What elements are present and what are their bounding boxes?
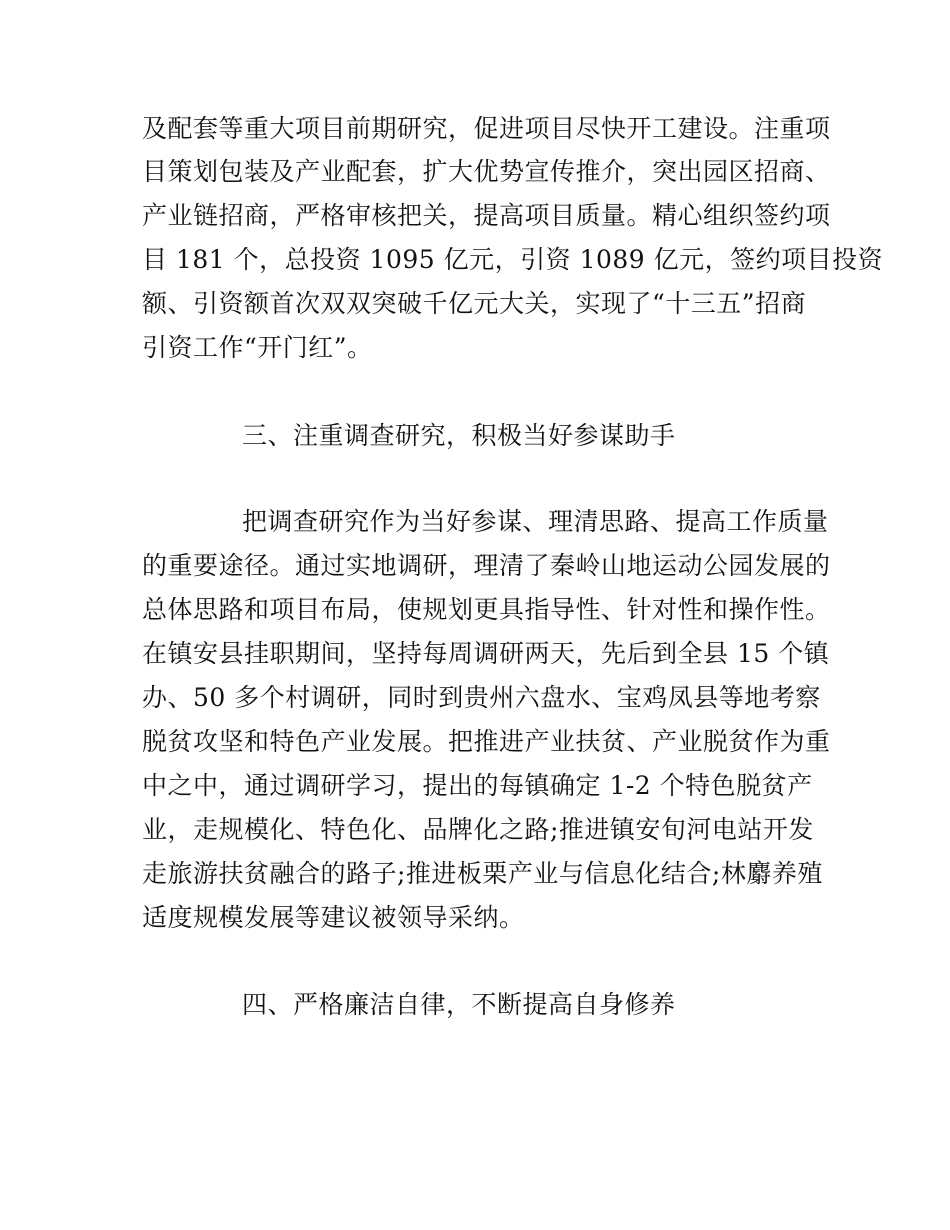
- paragraph-1-line-1: 及配套等重大项目前期研究，促进项目尽快开工建设。注重项: [142, 114, 831, 143]
- paragraph-2-line-9: 走旅游扶贫融合的路子;推进板栗产业与信息化结合;林麝养殖: [142, 859, 823, 888]
- paragraph-2-line-4: 在镇安县挂职期间，坚持每周调研两天，先后到全县 15 个镇: [142, 639, 830, 668]
- paragraph-2-line-3: 总体思路和项目布局，使规划更具指导性、针对性和操作性。: [142, 595, 831, 624]
- paragraph-1-line-4: 目 181 个，总投资 1095 亿元，引资 1089 亿元，签约项目投资: [142, 245, 884, 274]
- paragraph-1-line-3: 产业链招商，严格审核把关，提高项目质量。精心组织签约项: [142, 201, 831, 230]
- paragraph-1-line-2: 目策划包装及产业配套，扩大优势宣传推介，突出园区招商、: [142, 157, 831, 186]
- paragraph-2-line-6: 脱贫攻坚和特色产业发展。把推进产业扶贫、产业脱贫作为重: [142, 727, 831, 756]
- paragraph-1-line-5: 额、引资额首次双双突破千亿元大关，实现了“十三五”招商: [142, 289, 807, 318]
- paragraph-1-line-6: 引资工作“开门红”。: [142, 333, 373, 362]
- paragraph-2-line-7: 中之中，通过调研学习，提出的每镇确定 1-2 个特色脱贫产: [142, 771, 813, 800]
- paragraph-2-line-10: 适度规模发展等建议被领导采纳。: [142, 903, 525, 932]
- paragraph-2-line-5: 办、50 多个村调研，同时到贵州六盘水、宝鸡凤县等地考察: [142, 683, 821, 712]
- section-heading-3: 三、注重调查研究，积极当好参谋助手: [242, 421, 676, 450]
- paragraph-2-line-2: 的重要途径。通过实地调研，理清了秦岭山地运动公园发展的: [142, 551, 831, 580]
- paragraph-2-line-8: 业，走规模化、特色化、品牌化之路;推进镇安旬河电站开发: [142, 815, 814, 844]
- paragraph-2-line-1: 把调查研究作为当好参谋、理清思路、提高工作质量: [242, 507, 829, 536]
- section-heading-4: 四、严格廉洁自律，不断提高自身修养: [242, 990, 676, 1019]
